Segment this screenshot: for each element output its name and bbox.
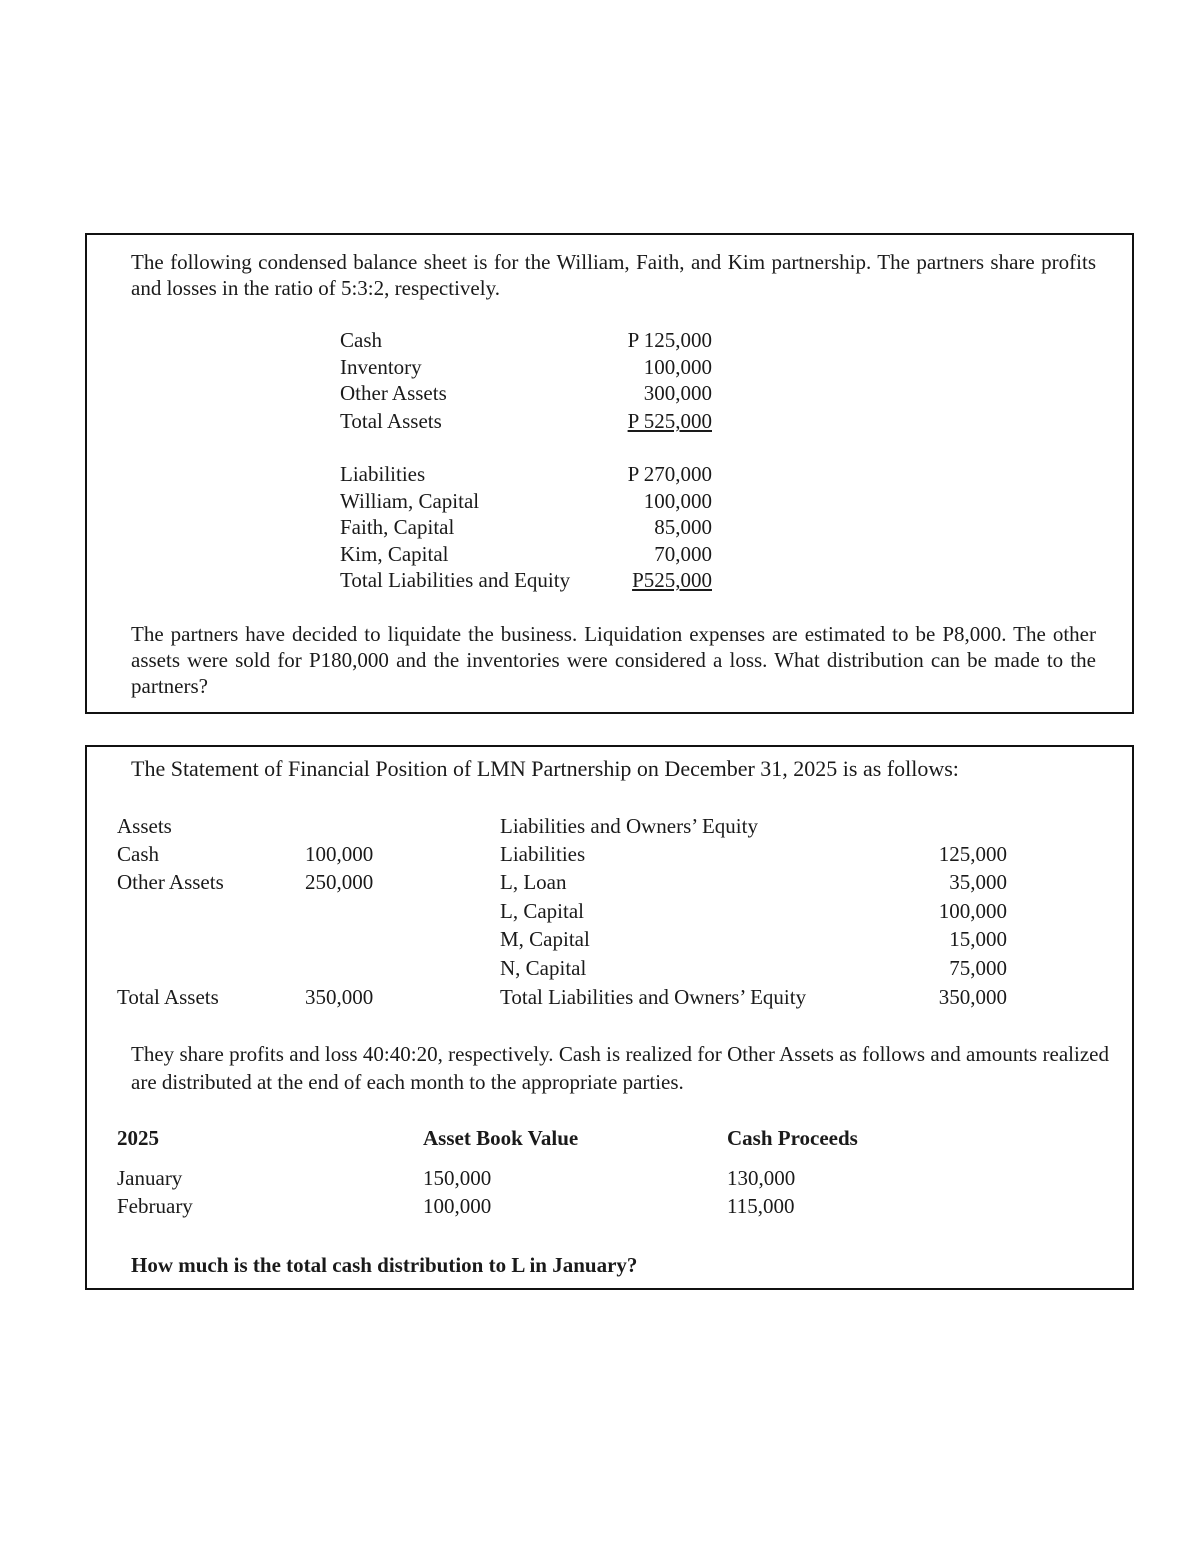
total-liabilities-amount: 350,000	[938, 985, 1007, 1009]
total-equity-label: Total Liabilities and Equity	[340, 568, 571, 592]
equity-amount: P 270,000	[627, 462, 712, 486]
schedule-book-value: 150,000	[423, 1166, 492, 1190]
liability-label: L, Capital	[500, 899, 584, 923]
asset-amount: 100,000	[305, 842, 374, 866]
liability-label: L, Loan	[500, 870, 567, 894]
total-assets-label: Total Assets	[340, 409, 442, 433]
liability-amount: 100,000	[938, 899, 1007, 923]
asset-label: Other Assets	[340, 381, 447, 405]
sharing-ratio-text: They share profits and loss 40:40:20, respectively. Cash is realized for Other Assets as follows and amounts realized are distributed at the end of each month to the appropriate parties.	[131, 1042, 1109, 1094]
total-assets-label: Total Assets	[117, 985, 219, 1009]
liability-label: Liabilities	[500, 842, 586, 866]
liabilities-equity-header: Liabilities and Owners’ Equity	[500, 814, 758, 838]
asset-amount: 100,000	[643, 355, 712, 379]
equity-label: Faith, Capital	[340, 515, 455, 539]
liability-amount: 35,000	[949, 870, 1007, 894]
asset-amount: P 125,000	[627, 328, 712, 352]
equity-amount: 70,000	[654, 542, 712, 566]
total-assets-amount: P 525,000	[627, 409, 712, 433]
equity-label: Kim, Capital	[340, 542, 449, 566]
problem-1-question: The partners have decided to liquidate the business. Liquidation expenses are estimated to be P8,000. The other assets were sold for P180,000 and the inventories were considered a loss. What distribution can be made to the partners?	[131, 622, 1096, 698]
equity-label: William, Capital	[340, 489, 480, 513]
liability-amount: 15,000	[949, 927, 1007, 951]
asset-amount: 300,000	[643, 381, 712, 405]
schedule-header-book-value: Asset Book Value	[423, 1126, 579, 1150]
schedule-month: January	[117, 1166, 183, 1190]
equity-amount: 100,000	[643, 489, 712, 513]
liability-label: N, Capital	[500, 956, 587, 980]
problem-2-intro: The Statement of Financial Position of LMN Partnership on December 31, 2025 is as follows:	[131, 756, 959, 781]
asset-label: Cash	[117, 842, 159, 866]
schedule-cash-proceeds: 115,000	[727, 1194, 795, 1218]
equity-amount: 85,000	[654, 515, 712, 539]
asset-label: Other Assets	[117, 870, 224, 894]
assets-header: Assets	[117, 814, 172, 838]
schedule-cash-proceeds: 130,000	[727, 1166, 796, 1190]
liability-amount: 75,000	[949, 956, 1007, 980]
schedule-book-value: 100,000	[423, 1194, 492, 1218]
total-equity-amount: P525,000	[632, 568, 712, 592]
asset-label: Cash	[340, 328, 382, 352]
liability-amount: 125,000	[938, 842, 1007, 866]
problem-1-intro: The following condensed balance sheet is for the William, Faith, and Kim partnership. The partners share profits and losses in the ratio of 5:3:2, respectively.	[131, 250, 1096, 300]
equity-label: Liabilities	[340, 462, 426, 486]
schedule-month: February	[117, 1194, 193, 1218]
total-liabilities-label: Total Liabilities and Owners’ Equity	[500, 985, 807, 1009]
total-assets-amount: 350,000	[305, 985, 374, 1009]
problem-2-question: How much is the total cash distribution to L in January?	[131, 1253, 638, 1277]
asset-amount: 250,000	[305, 870, 374, 894]
schedule-header-year: 2025	[117, 1126, 159, 1150]
asset-label: Inventory	[340, 355, 422, 379]
liability-label: M, Capital	[500, 927, 590, 951]
schedule-header-cash-proceeds: Cash Proceeds	[727, 1126, 858, 1150]
